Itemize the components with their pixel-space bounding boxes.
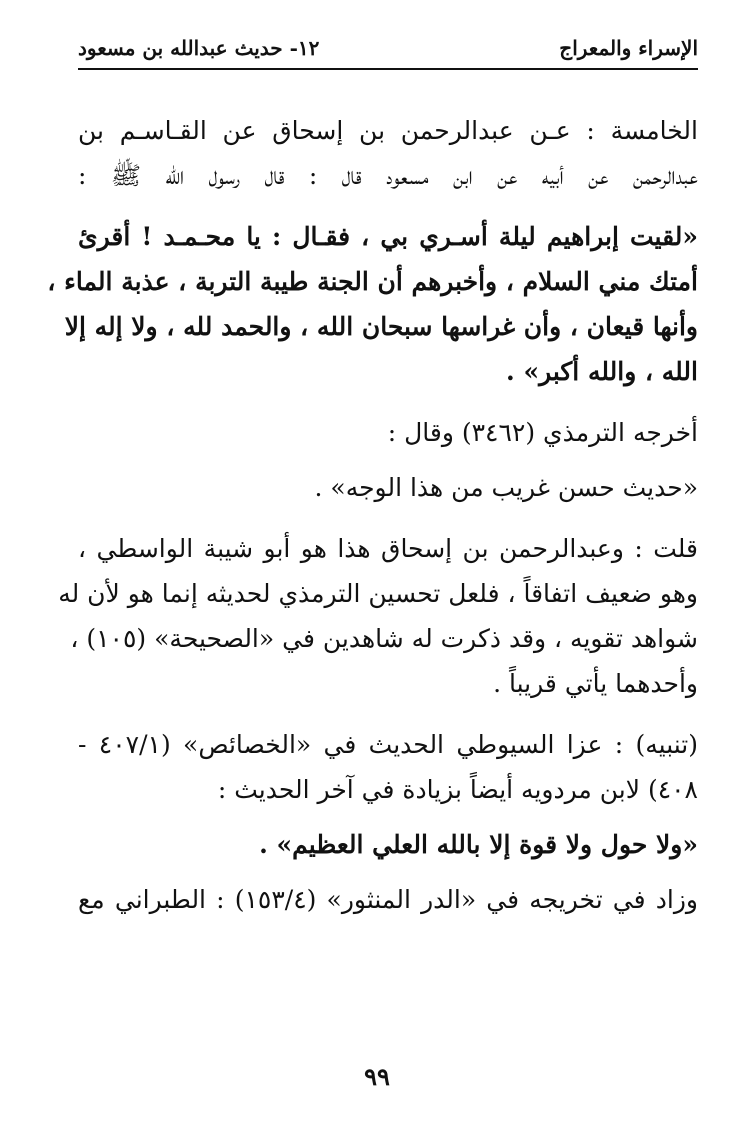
text-line: (تنبيه) : عزا السيوطي الحديث في «الخصائص» (٤٠٧/١ - bbox=[78, 730, 698, 759]
hadith-line: وأنها قيعان ، وأن غراسها سبحان الله ، والحمد لله ، ولا إله إلا bbox=[64, 312, 698, 341]
text-line: شواهد تقويه ، وقد ذكرت له شاهدين في «الصحيحة» (١٠٥) ، bbox=[70, 624, 698, 653]
text-line: وزاد في تخريجه في «الدر المنثور» (١٥٣/٤) : الطبراني مع bbox=[78, 885, 698, 914]
book-title: الإسراء والمعراج bbox=[559, 36, 698, 60]
hadith-line: أمتك مني السلام ، وأخبرهم أن الجنة طيبة التربة ، عذبة الماء ، bbox=[47, 267, 698, 296]
header-divider bbox=[78, 68, 698, 70]
text-line: عبدالرحمن عن أبيه عن ابن مسعود قال : قال رسول الله ﷺ : bbox=[78, 161, 698, 190]
text-line: وهو ضعيف اتفاقاً ، فلعل تحسين الترمذي لحديثه إنما هو لأن له bbox=[58, 579, 698, 608]
chapter-title: ١٢- حديث عبدالله بن مسعود bbox=[78, 36, 320, 60]
text-line: أخرجه الترمذي (٣٤٦٢) وقال : bbox=[387, 418, 698, 447]
text-line: «حديث حسن غريب من هذا الوجه» . bbox=[314, 473, 698, 502]
text-line: الخامسة : عـن عبدالرحمن بن إسحاق عن القـاسـم بن bbox=[78, 116, 698, 145]
hadith-line: «ولا حول ولا قوة إلا بالله العلي العظيم» . bbox=[259, 830, 698, 859]
page-number: ٩٩ bbox=[364, 1062, 390, 1091]
text-line: ٤٠٨) لابن مردويه أيضاً بزيادة في آخر الحديث : bbox=[217, 775, 698, 804]
hadith-line: «لقيت إبراهيم ليلة أسـري بي ، فقـال : يا محـمـد ! أقرئ bbox=[78, 222, 698, 251]
text-line: قلت : وعبدالرحمن بن إسحاق هذا هو أبو شيبة الواسطي ، bbox=[78, 534, 698, 563]
page-header bbox=[78, 30, 698, 70]
page-body bbox=[47, 108, 698, 922]
text-line: وأحدهما يأتي قريباً . bbox=[493, 669, 698, 698]
hadith-line: الله ، والله أكبر» . bbox=[506, 357, 698, 386]
